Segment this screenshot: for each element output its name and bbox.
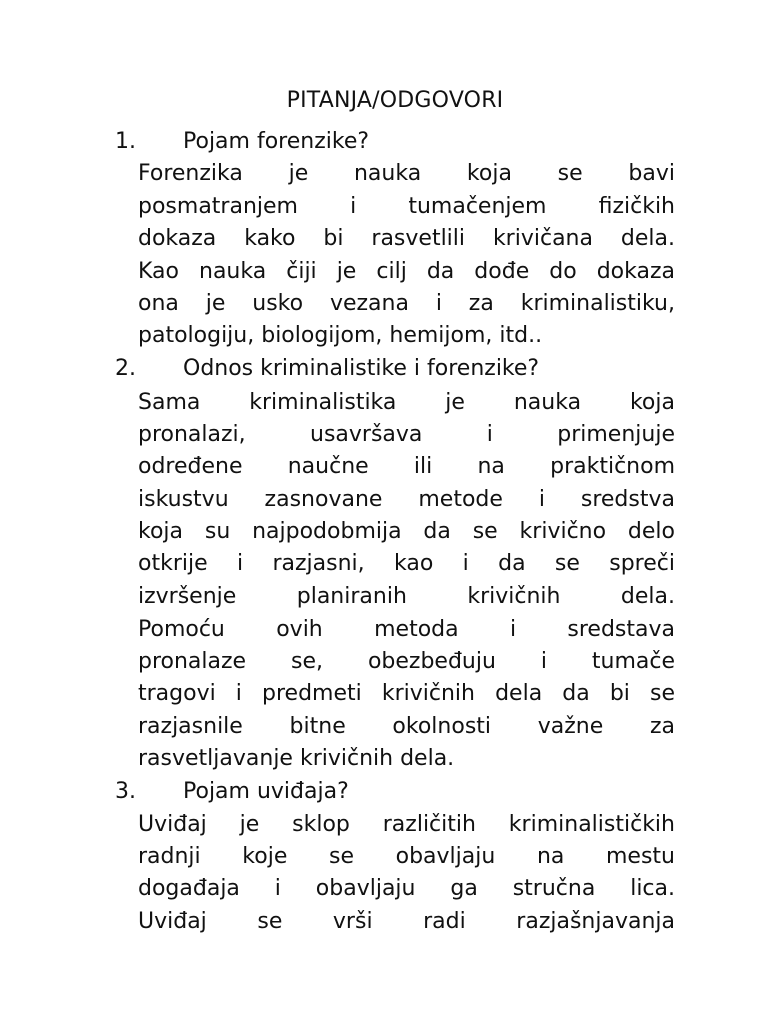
answer-line: Forenzika je nauka koja se bavi	[138, 161, 675, 186]
answer-line: radnji koje se obavljaju na mestu	[138, 844, 675, 869]
answer-line: pronalaze se, obezbeđuju i tumače	[138, 649, 675, 674]
answer-line: Kao nauka čiji je cilj da dođe do dokaza	[138, 259, 675, 284]
answer-line: posmatranjem i tumačenjem fizičkih	[138, 194, 675, 219]
question-number: 1.	[115, 129, 136, 154]
answer-line: Uviđaj je sklop različitih kriminalističkih	[138, 812, 675, 837]
question-text: Pojam uviđaja?	[183, 779, 349, 804]
answer-line: otkrije i razjasni, kao i da se spreči	[138, 551, 675, 576]
answer-line: određene naučne ili na praktičnom	[138, 454, 675, 479]
answer-line: koja su najpodobmija da se krivično delo	[138, 519, 675, 544]
question-number: 2.	[115, 356, 136, 381]
answer-line: dokaza kako bi rasvetlili krivičana dela.	[138, 226, 675, 251]
answer-line: ona je usko vezana i za kriminalistiku,	[138, 291, 675, 316]
answer-line: iskustvu zasnovane metode i sredstva	[138, 487, 675, 512]
answer-line: događaja i obavljaju ga stručna lica.	[138, 876, 675, 901]
question-2	[115, 354, 539, 384]
answer-line: Sama kriminalistika je nauka koja	[138, 390, 675, 415]
question-number: 3.	[115, 779, 136, 804]
answer-line: izvršenje planiranih krivičnih dela.	[138, 584, 675, 609]
answer-line: pronalazi, usavršava i primenjuje	[138, 422, 675, 447]
answer-line: Pomoću ovih metoda i sredstava	[138, 617, 675, 642]
answer-line: rasvetljavanje krivičnih dela.	[138, 746, 455, 771]
question-1	[115, 127, 369, 157]
answer-line: razjasnile bitne okolnosti važne za	[138, 714, 675, 739]
answer-line: Uviđaj se vrši radi razjašnjavanja	[138, 909, 675, 934]
question-text: Odnos kriminalistike i forenzike?	[183, 356, 540, 381]
page-title: PITANJA/ODGOVORI	[286, 88, 504, 113]
answer-line: patologiju, biologijom, hemijom, itd..	[138, 323, 543, 348]
question-3	[115, 777, 349, 807]
answer-line: tragovi i predmeti krivičnih dela da bi se	[138, 681, 675, 706]
question-text: Pojam forenzike?	[183, 129, 370, 154]
